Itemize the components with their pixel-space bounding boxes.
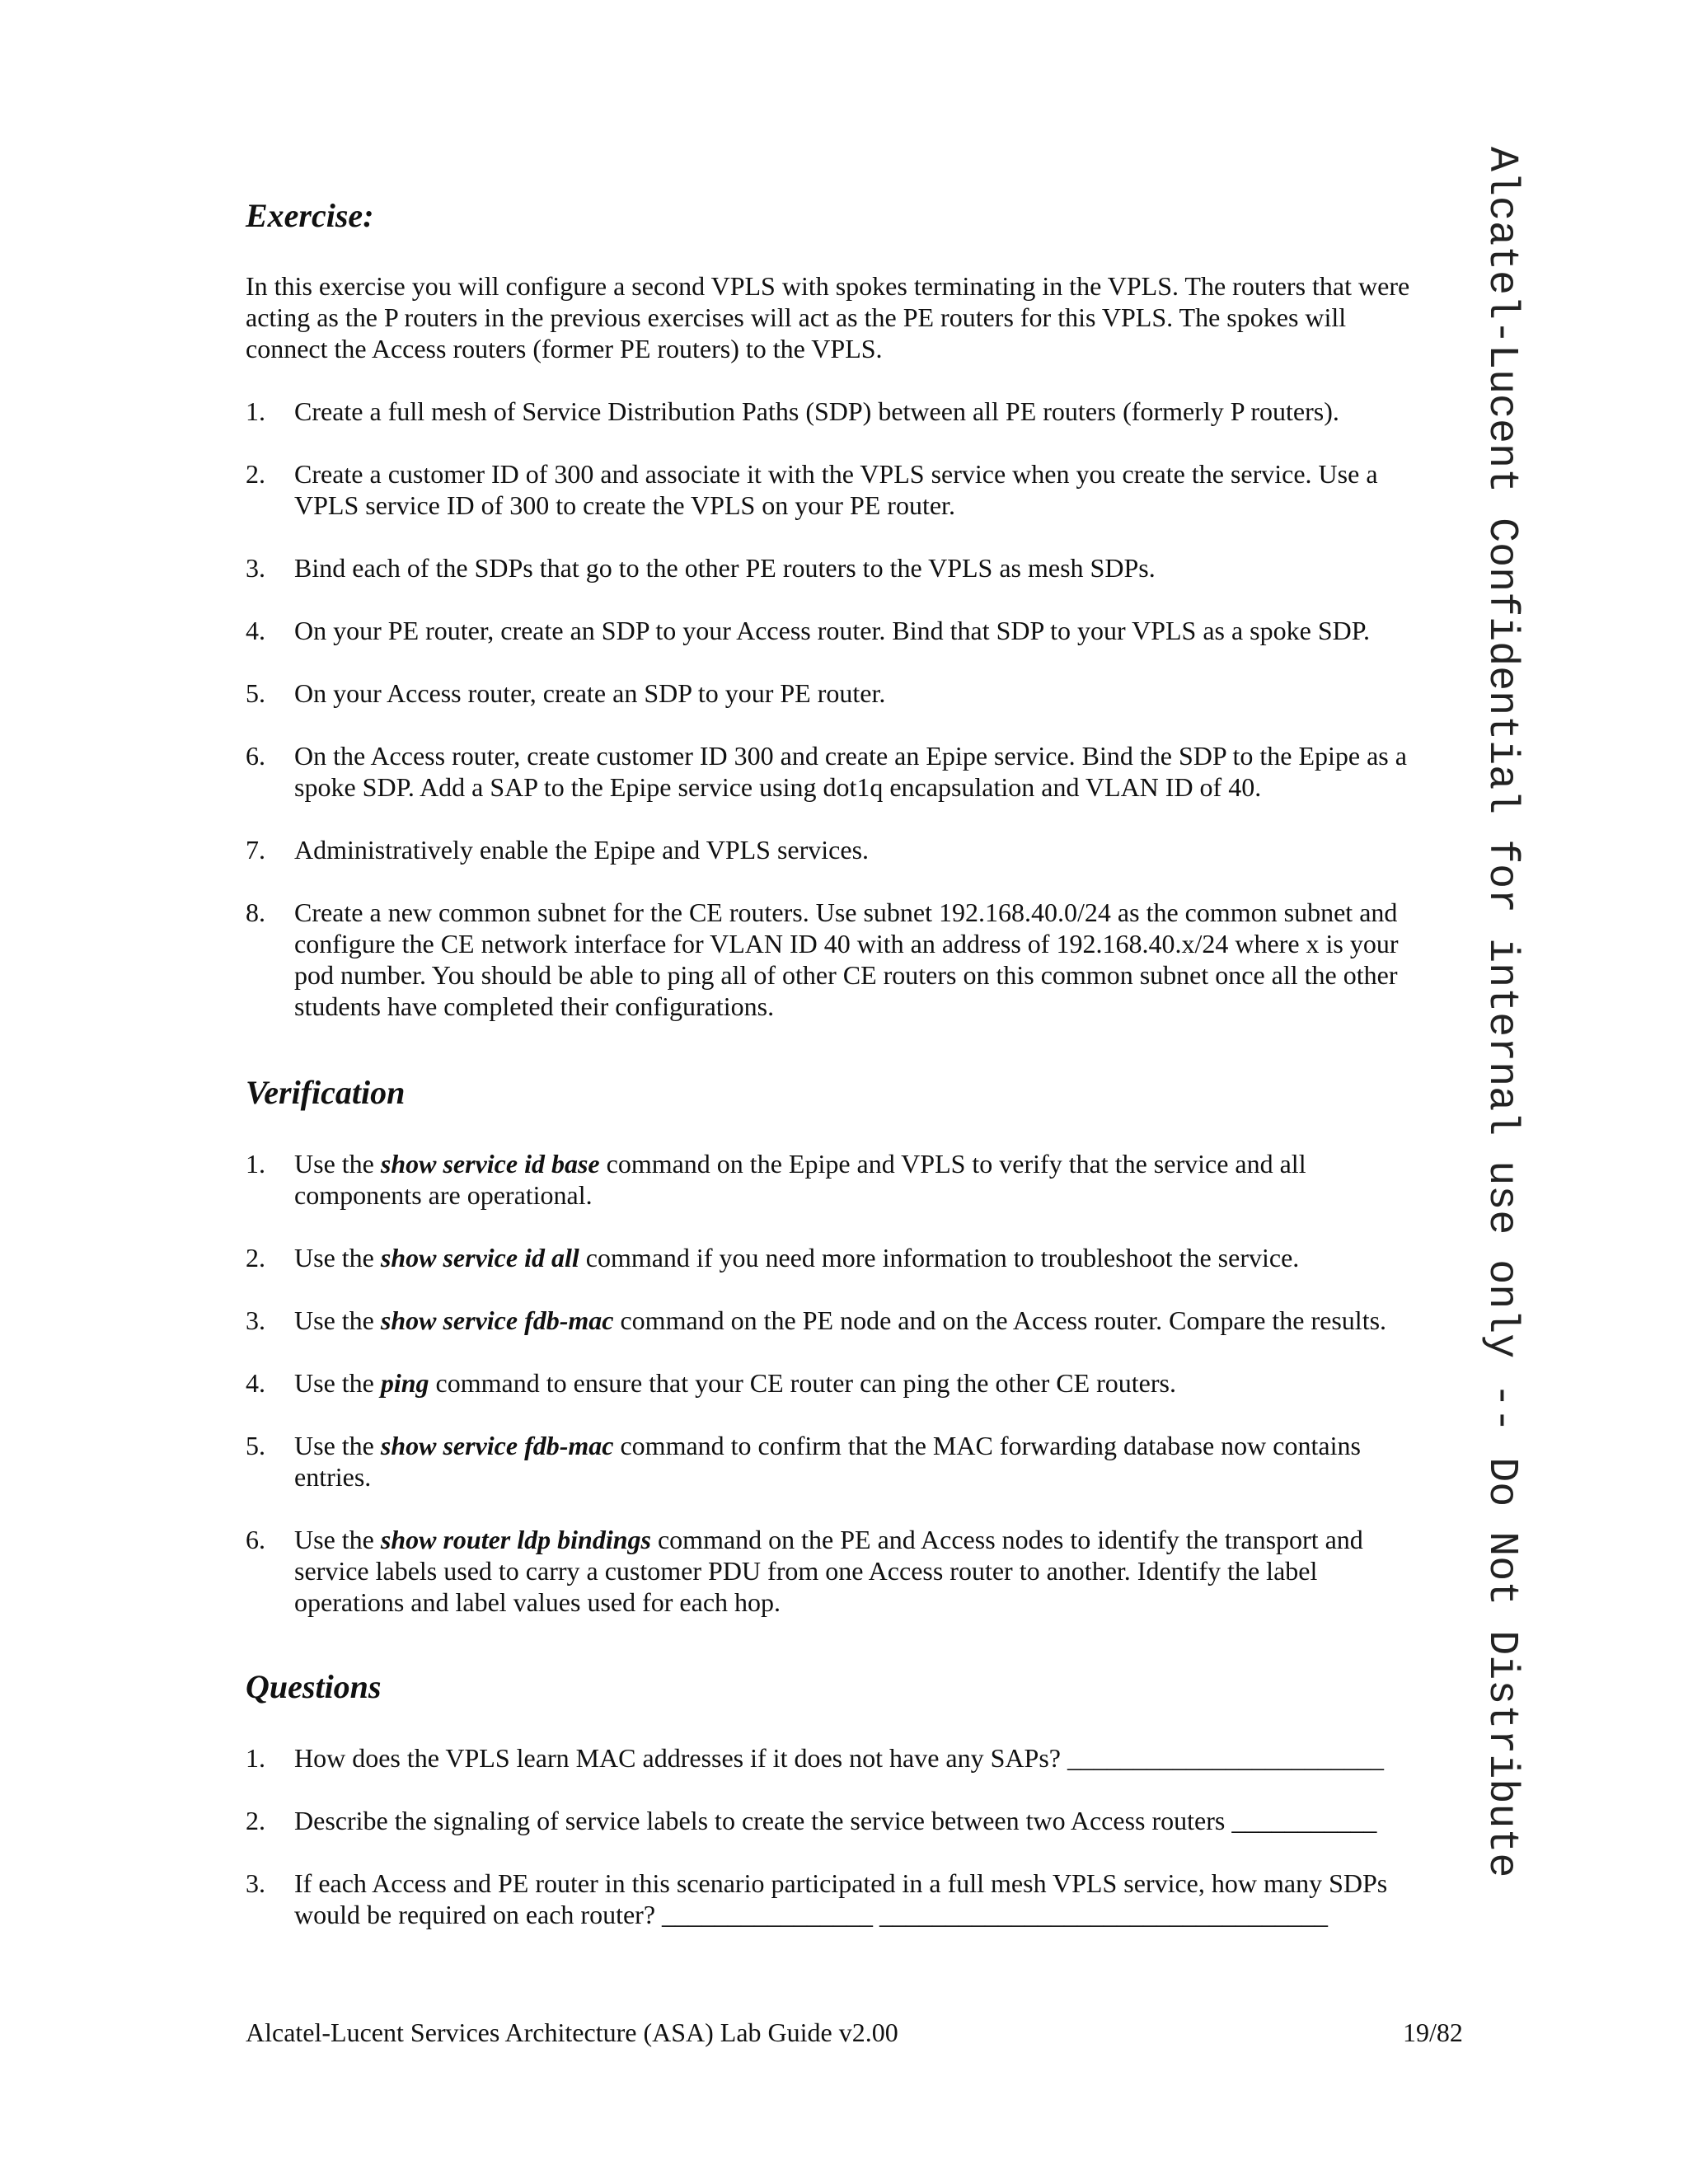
step-number: 5. — [246, 1431, 265, 1460]
step-text-suffix: command on the PE node and on the Access router. Compare the results. — [613, 1305, 1387, 1335]
step-text-suffix: command if you need more information to troubleshoot the service. — [579, 1243, 1300, 1272]
exercise-step — [246, 897, 1432, 1022]
step-text-prefix: Use the — [294, 1525, 381, 1554]
page-number: 19/82 — [1403, 2018, 1463, 2047]
step-number: 3. — [246, 1305, 265, 1335]
step-text: Administratively enable the Epipe and VPLS services. — [294, 835, 870, 865]
question-text: How does the VPLS learn MAC addresses if it does not have any SAPs? ________________________ — [294, 1743, 1384, 1773]
step-text: Bind each of the SDPs that go to the other PE routers to the VPLS as mesh SDPs. — [294, 553, 1156, 583]
questions-heading: Questions — [246, 1668, 382, 1705]
question-number: 2. — [246, 1806, 265, 1835]
exercise-steps-list — [246, 396, 1432, 1053]
verification-step — [246, 1148, 1432, 1211]
exercise-step — [246, 552, 1432, 583]
command-name: ping — [380, 1368, 429, 1398]
step-text-suffix: command on the PE and Access nodes to identify the transport and service labels used to carry a customer PDU from one Access router to another. Identify the label operations and label values used for each hop. — [294, 1525, 1363, 1617]
question-text: If each Access and PE router in this scenario participated in a full mesh VPLS service, how many SDPs would be required on each router? ________________ __________________________________ — [294, 1868, 1388, 1929]
step-number: 3. — [246, 553, 265, 583]
step-number: 4. — [246, 616, 265, 645]
command-name: show service id all — [380, 1243, 579, 1272]
step-text-suffix: command to confirm that the MAC forwarding database now contains entries. — [294, 1431, 1361, 1492]
command-name: show service id base — [380, 1149, 600, 1179]
step-number: 8. — [246, 898, 265, 927]
step-number: 5. — [246, 678, 265, 708]
step-text-suffix: command on the Epipe and VPLS to verify that the service and all components are operational. — [294, 1149, 1306, 1210]
step-number: 7. — [246, 835, 265, 865]
verification-step — [246, 1367, 1432, 1399]
step-text: On your Access router, create an SDP to your PE router. — [294, 678, 886, 708]
command-name: show router ldp bindings — [380, 1525, 651, 1554]
step-text-prefix: Use the — [294, 1149, 381, 1179]
question-item — [246, 1805, 1432, 1836]
questions-list — [246, 1742, 1432, 1961]
question-item — [246, 1742, 1432, 1774]
step-text: On your PE router, create an SDP to your Access router. Bind that SDP to your VPLS as a spoke SDP. — [294, 616, 1370, 645]
step-text-suffix: command to ensure that your CE router can ping the other CE routers. — [429, 1368, 1176, 1398]
exercise-heading: Exercise: — [246, 197, 374, 234]
question-item — [246, 1868, 1432, 1930]
step-text: Create a new common subnet for the CE routers. Use subnet 192.168.40.0/24 as the common subnet and configure the CE network interface for VLAN ID 40 with an address of 192.168.40.x/24 where x is your pod number. You should be able to ping all of other CE routers on this common subnet once all the other students have completed their configurations. — [294, 898, 1399, 1021]
step-text: On the Access router, create customer ID 300 and create an Epipe service. Bind the SDP to the Epipe as a spoke SDP. Add a SAP to the Epipe service using dot1q encapsulation and VLAN ID of 40. — [294, 741, 1407, 802]
verification-steps-list — [246, 1148, 1432, 1649]
step-text-prefix: Use the — [294, 1368, 381, 1398]
step-text-prefix: Use the — [294, 1243, 381, 1272]
verification-step — [246, 1305, 1432, 1336]
step-number: 2. — [246, 459, 265, 489]
exercise-step — [246, 740, 1432, 803]
verification-heading: Verification — [246, 1074, 406, 1111]
exercise-step — [246, 677, 1432, 709]
step-text: Create a full mesh of Service Distribution Paths (SDP) between all PE routers (formerly P routers). — [294, 396, 1339, 426]
step-text-prefix: Use the — [294, 1305, 381, 1335]
exercise-step — [246, 834, 1432, 865]
step-number: 4. — [246, 1368, 265, 1398]
verification-step — [246, 1524, 1432, 1618]
question-number: 3. — [246, 1868, 265, 1898]
verification-step — [246, 1430, 1432, 1493]
step-number: 2. — [246, 1243, 265, 1272]
command-name: show service fdb-mac — [380, 1305, 614, 1335]
step-number: 6. — [246, 1525, 265, 1554]
exercise-step — [246, 458, 1432, 521]
exercise-step — [246, 396, 1432, 427]
step-text: Create a customer ID of 300 and associate it with the VPLS service when you create the service. Use a VPLS service ID of 300 to create the VPLS on your PE router. — [294, 459, 1378, 520]
confidential-watermark: Alcatel-Lucent Confidential for internal use only -- Do Not Distribute — [1478, 147, 1525, 1878]
question-text: Describe the signaling of service labels to create the service between two Access routers ___________ — [294, 1806, 1377, 1835]
step-number: 1. — [246, 396, 265, 426]
step-number: 6. — [246, 741, 265, 771]
question-number: 1. — [246, 1743, 265, 1773]
footer-title: Alcatel-Lucent Services Architecture (ASA) Lab Guide v2.00 — [246, 2018, 898, 2047]
command-name: show service fdb-mac — [380, 1431, 614, 1460]
exercise-intro: In this exercise you will configure a second VPLS with spokes terminating in the VPLS. The routers that were acting as the P routers in the previous exercises will act as the PE routers for this VPLS. The spokes will connect the Access routers (former PE routers) to the VPLS. — [246, 271, 1410, 363]
exercise-step — [246, 615, 1432, 646]
verification-step — [246, 1242, 1432, 1273]
step-text-prefix: Use the — [294, 1431, 381, 1460]
step-number: 1. — [246, 1149, 265, 1179]
